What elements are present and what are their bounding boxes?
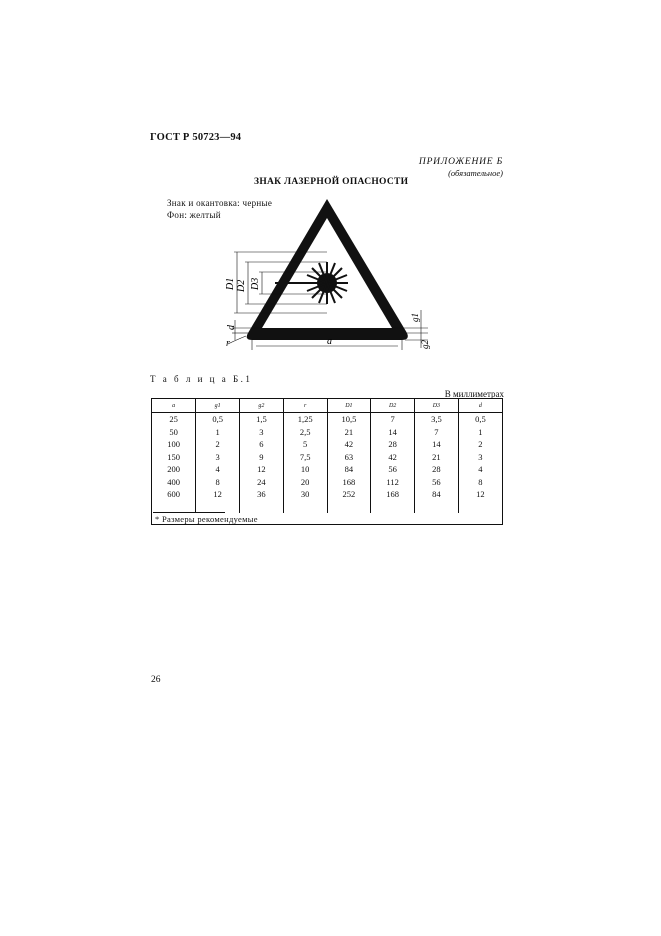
table-cell: 4: [458, 463, 502, 476]
table-row: [152, 438, 502, 451]
laser-warning-sign-figure: [215, 192, 430, 352]
table-cell: 2: [458, 438, 502, 451]
table-cell: 12: [196, 488, 240, 501]
table-cell: 7,5: [283, 451, 327, 464]
table-header-cell: D2: [371, 399, 415, 413]
dim-label-a: a: [327, 336, 332, 347]
dim-label-d: d: [226, 325, 237, 330]
table-empty-cell: [240, 501, 284, 513]
table-cell: 42: [327, 438, 371, 451]
table-cell: 56: [371, 463, 415, 476]
dim-label-D1: D1: [225, 277, 236, 290]
table-header-cell: g2: [240, 399, 284, 413]
table-cell: 14: [415, 438, 459, 451]
table-cell: 2: [196, 438, 240, 451]
table-cell: 3: [196, 451, 240, 464]
table-empty-cell: [152, 501, 196, 513]
table-cell: 252: [327, 488, 371, 501]
table-cell: 36: [240, 488, 284, 501]
table-cell: 9: [240, 451, 284, 464]
table-cell: 3: [458, 451, 502, 464]
dim-label-D3: D3: [250, 277, 261, 290]
table-cell: 21: [327, 426, 371, 439]
table-cell: 6: [240, 438, 284, 451]
dim-label-g2: g2: [420, 340, 430, 349]
table-cell: 42: [371, 451, 415, 464]
table-header-cell: a: [152, 399, 196, 413]
table-header-cell: D1: [327, 399, 371, 413]
table-cell: 200: [167, 464, 180, 475]
table-cell: 100: [167, 439, 180, 450]
table-cell: 10: [283, 463, 327, 476]
color-note-sign: Знак и окантовка: черные: [167, 198, 273, 208]
table-caption: Т а б л и ц а Б.1: [150, 374, 253, 384]
table-cell: 1,25: [283, 413, 327, 426]
dim-label-g1: g1: [410, 313, 420, 322]
table-cell: 21: [415, 451, 459, 464]
table-empty-cell: [371, 501, 415, 513]
table-cell: 600: [167, 489, 180, 500]
appendix-label: ПРИЛОЖЕНИЕ Б: [418, 157, 503, 167]
table-row: [152, 476, 502, 489]
table-header-cell: r: [283, 399, 327, 413]
table-empty-cell: [283, 501, 327, 513]
table-cell: 0,5: [196, 413, 240, 426]
table-cell: 150: [167, 451, 180, 462]
dimensions-table: [151, 398, 503, 525]
page-number: 26: [151, 675, 161, 685]
table-row: [152, 426, 502, 439]
table-cell: 0,5: [458, 413, 502, 426]
table-cell: 12: [458, 488, 502, 501]
table-header-row: [152, 399, 502, 413]
table-row: [152, 451, 502, 464]
table-header-cell: D3: [415, 399, 459, 413]
table-cell: 8: [196, 476, 240, 489]
table-cell: 4: [196, 463, 240, 476]
table-cell: 63: [327, 451, 371, 464]
table-empty-cell: [458, 501, 502, 513]
table-cell: 7: [371, 413, 415, 426]
table-cell: 7: [415, 426, 459, 439]
table-row: [152, 488, 502, 501]
table-cell: 3: [240, 426, 284, 439]
table-cell: 28: [371, 438, 415, 451]
table-cell: 168: [371, 488, 415, 501]
dim-label-D2: D2: [236, 279, 247, 292]
footnote-divider: [153, 512, 225, 513]
appendix-status: (обязательное): [448, 168, 503, 178]
color-note-background: Фон: желтый: [167, 210, 221, 220]
table-cell: 1: [196, 426, 240, 439]
table-cell: 24: [240, 476, 284, 489]
document-code: ГОСТ Р 50723—94: [150, 132, 242, 143]
table-empty-cell: [415, 501, 459, 513]
table-cell: 1,5: [240, 413, 284, 426]
table-header-cell: d: [458, 399, 502, 413]
laser-burst-icon: [306, 262, 348, 304]
table-header-cell: g1: [196, 399, 240, 413]
table-cell: 56: [415, 476, 459, 489]
table-cell: 168: [327, 476, 371, 489]
table-filler-row: [152, 501, 502, 513]
table-cell: 400: [167, 476, 180, 487]
table-cell: 3,5: [415, 413, 459, 426]
table-cell: 12: [240, 463, 284, 476]
table-cell: 2,5: [283, 426, 327, 439]
table-cell: 28: [415, 463, 459, 476]
table-cell: 84: [415, 488, 459, 501]
table-cell: 25: [169, 414, 178, 425]
table-cell: 14: [371, 426, 415, 439]
table-cell: 5: [283, 438, 327, 451]
table-cell: 30: [283, 488, 327, 501]
table-cell: 50: [169, 426, 178, 437]
table-empty-cell: [196, 501, 240, 513]
dim-label-r: r: [226, 338, 230, 349]
table-cell: 20: [283, 476, 327, 489]
table-cell: 1: [458, 426, 502, 439]
table-cell: 112: [371, 476, 415, 489]
units-label: В миллиметрах: [444, 389, 504, 399]
table-cell: 84: [327, 463, 371, 476]
table-footnote: * Размеры рекомендуемые: [155, 514, 258, 524]
table-row: [152, 463, 502, 476]
table-cell: 10,5: [327, 413, 371, 426]
table-body: [152, 413, 502, 513]
table-cell: 8: [458, 476, 502, 489]
table-row: [152, 413, 502, 426]
section-title: ЗНАК ЛАЗЕРНОЙ ОПАСНОСТИ: [254, 177, 409, 187]
table-empty-cell: [327, 501, 371, 513]
